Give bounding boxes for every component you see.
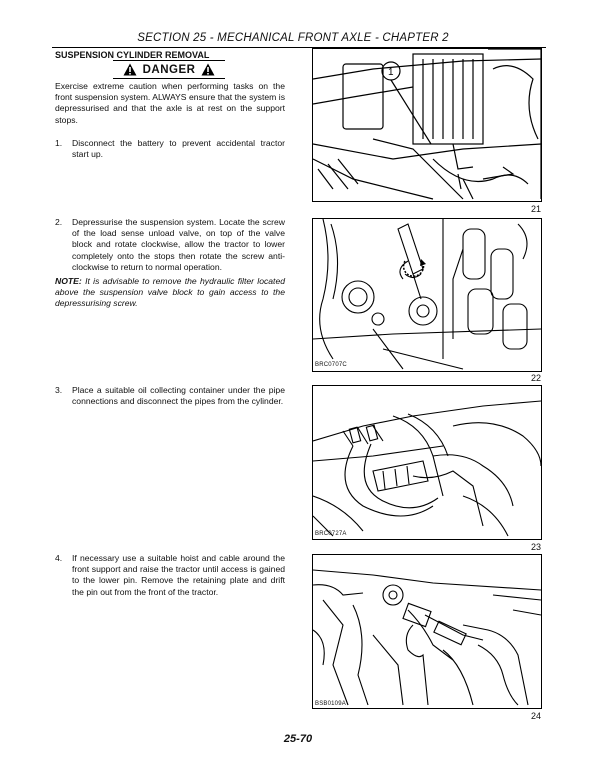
note bbox=[55, 276, 285, 310]
figure-21-number: 21 bbox=[530, 204, 541, 214]
figure-22-number: 22 bbox=[530, 373, 541, 383]
figure-22-illustration bbox=[312, 218, 542, 372]
step-3 bbox=[55, 385, 285, 407]
step-text: Place a suitable oil collecting container under the pipe connections and disconnect the pipes from the cylinder. bbox=[72, 385, 285, 407]
step-text: If necessary use a suitable hoist and cable around the front support and raise the tractor until access is gained to the lower pin. Remove the retaining plate and drift the pin out from the front of the tractor. bbox=[72, 553, 285, 597]
step-1 bbox=[55, 138, 285, 160]
figure-21-illustration bbox=[312, 48, 542, 202]
page-number: 25-70 bbox=[283, 733, 313, 745]
section-header: SECTION 25 - MECHANICAL FRONT AXLE - CHAPTER 2 bbox=[137, 32, 449, 44]
section-title: SUSPENSION CYLINDER REMOVAL bbox=[55, 50, 210, 60]
warning-triangle-icon bbox=[123, 63, 137, 76]
figure-21-callout: 1 bbox=[388, 67, 394, 78]
danger-label: DANGER bbox=[142, 63, 196, 76]
step-number: 2. bbox=[55, 217, 63, 227]
step-number: 3. bbox=[55, 385, 63, 395]
step-text: Disconnect the battery to prevent accidental tractor start up. bbox=[72, 138, 285, 160]
figure-23-number: 23 bbox=[530, 542, 541, 552]
step-text: Depressurise the suspension system. Locate the screw of the load sense unload valve, on top of the valve block and rotate clockwise, allow the tractor to lower completely onto the stops then rotate the screw anti-clockwise to return to normal operation. bbox=[72, 217, 285, 272]
figure-23-illustration bbox=[312, 385, 542, 540]
figure-24-code: BSB0109A bbox=[315, 701, 346, 707]
figure-24-illustration bbox=[312, 554, 542, 709]
figure-24-number: 24 bbox=[530, 711, 541, 721]
step-4 bbox=[55, 553, 285, 598]
warning-triangle-icon bbox=[201, 63, 215, 76]
step-number: 1. bbox=[55, 138, 63, 148]
danger-banner bbox=[113, 60, 225, 79]
warning-text: Exercise extreme caution when performing tasks on the front suspension system. ALWAYS ensure that the system is depressurised and that the axle is at rest on the support stops. bbox=[55, 81, 285, 125]
figure-23-code: BRC0727A bbox=[315, 531, 347, 537]
step-number: 4. bbox=[55, 553, 63, 563]
step-2 bbox=[55, 217, 285, 273]
note-text: It is advisable to remove the hydraulic filter located above the suspension valve block to gain access to the depressurising screw. bbox=[55, 276, 286, 309]
note-label: NOTE: bbox=[55, 276, 82, 286]
figure-22-code: BRC0707C bbox=[315, 362, 347, 368]
